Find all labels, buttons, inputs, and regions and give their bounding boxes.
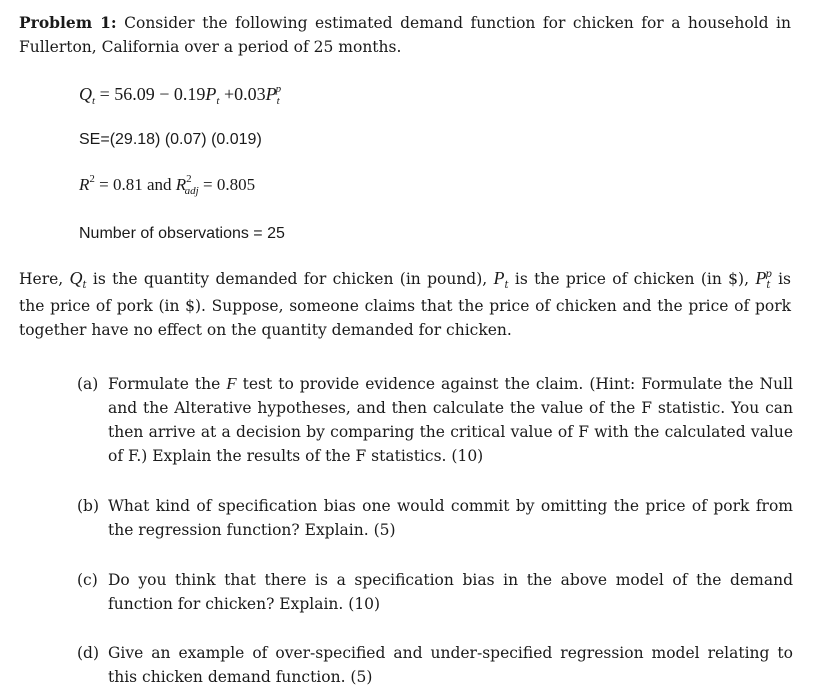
- problem-heading: Problem 1:: [19, 13, 117, 32]
- question-text: [108, 372, 793, 468]
- question-label: (c): [77, 571, 98, 589]
- regression-equation: [79, 82, 281, 109]
- question-label: (b): [77, 497, 100, 515]
- eq-p2-sup: p: [275, 83, 282, 95]
- question-a-text-after: test to provide evidence against the claim. (Hint: Formulate the Null and the Alterative hypotheses, and then calculate the value of the F statistic. You can then arrive at a decision by comparing the critical value of F with the calculated value of F.) Explain the results of the F statistics. (10): [108, 375, 793, 465]
- observations-line: Number of observations = 25: [79, 225, 285, 242]
- eq-q: Q: [79, 84, 92, 104]
- desc-part3: is the price of chicken (in $),: [508, 270, 756, 288]
- variable-description: [19, 266, 791, 342]
- eq-q-sub: t: [92, 95, 96, 107]
- question-text: What kind of specification bias one would commit by omitting the price of pork from the regression function? Explain. (5): [108, 497, 793, 539]
- desc-q-sub: t: [82, 280, 87, 291]
- r-value: = 0.81 and: [94, 175, 176, 194]
- question-text: Give an example of over-specified and under-specified regression model relating to this chicken demand function. (5): [108, 644, 793, 686]
- question-label: (a): [77, 375, 99, 393]
- desc-part4: is the price of pork (in $). Suppose, someone claims that the price of chicken and the price of pork together have no effect on the quantity demanded for chicken.: [19, 270, 791, 339]
- desc-p: P: [493, 268, 505, 288]
- problem-intro-text: Consider the following estimated demand function for chicken for a household in Fullerton, California over a period of 25 months.: [19, 14, 791, 56]
- desc-pp: P: [755, 268, 767, 288]
- eq-p1: P: [205, 84, 217, 104]
- question-label: (d): [77, 644, 100, 662]
- eq-plus: +0.03: [219, 84, 266, 104]
- desc-pp-sup: p: [765, 269, 772, 280]
- standard-errors: SE=(29.18) (0.07) (0.019): [79, 131, 262, 148]
- problem-intro: [19, 11, 791, 59]
- eq-equals: = 56.09 − 0.19: [95, 84, 206, 104]
- question-d: [77, 641, 793, 689]
- eq-p2: P: [265, 84, 277, 104]
- question-c: [77, 568, 793, 616]
- f-symbol: F: [226, 374, 237, 393]
- eq-p1-sub: t: [216, 95, 220, 107]
- radj-sup: 2: [186, 173, 192, 185]
- desc-pp-sub: t: [766, 280, 771, 291]
- r-symbol: R: [79, 175, 90, 194]
- desc-q: Q: [69, 268, 83, 288]
- question-a: [77, 372, 793, 468]
- radj-value: = 0.805: [198, 175, 256, 194]
- r-sup: 2: [89, 173, 95, 185]
- desc-p-sub: t: [504, 280, 509, 291]
- eq-p2-sub: t: [276, 95, 280, 107]
- radj-sub: adj: [184, 185, 199, 197]
- radj-symbol: R: [175, 175, 187, 194]
- question-a-text-before: Formulate the: [108, 375, 227, 393]
- desc-part1: Here,: [19, 270, 70, 288]
- r-squared-line: [79, 173, 255, 199]
- desc-part2: is the quantity demanded for chicken (in pound),: [86, 270, 494, 288]
- question-b: [77, 494, 793, 542]
- question-text: Do you think that there is a specification bias in the above model of the demand function for chicken? Explain. (10): [108, 571, 793, 613]
